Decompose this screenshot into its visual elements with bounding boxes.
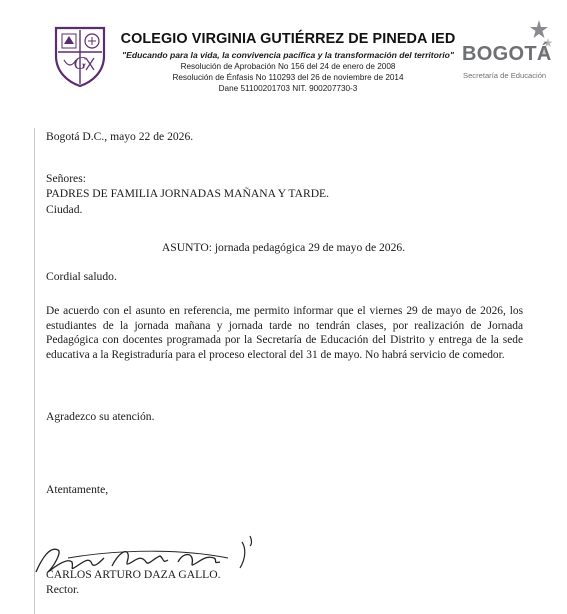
svg-text:G: G bbox=[73, 53, 87, 73]
closing-line: Atentamente, bbox=[46, 483, 109, 496]
salutation: Señores: bbox=[46, 172, 86, 185]
recipient-city: Ciudad. bbox=[46, 203, 83, 216]
letterhead bbox=[112, 30, 464, 94]
secretaria-label: Secretaría de Educación bbox=[463, 71, 547, 80]
body-paragraph: De acuerdo con el asunto en referencia, me permito informar que el viernes 29 de mayo de 2026, los estudiantes de la jornada mañana y jornada tarde no tendrán clases, por realización de Jornada Pedagógica con docentes programada por la Secretaría de Educación del Distrito y entrega de la sede educativa a la Registraduría para el proceso electoral del 31 de mayo. No habrá servicio de comedor. bbox=[46, 305, 523, 361]
school-motto: "Educando para la vida, la convivencia pacífica y la transformación del territorio" bbox=[122, 50, 454, 60]
bogota-wordmark: BOGOTÁ bbox=[462, 43, 552, 65]
greeting: Cordial saludo. bbox=[46, 270, 117, 283]
thanks-line: Agradezco su atención. bbox=[46, 410, 155, 423]
recipient: PADRES DE FAMILIA JORNADAS MAÑANA Y TARDE. bbox=[46, 187, 330, 200]
school-name: COLEGIO VIRGINIA GUTIÉRREZ DE PINEDA IED bbox=[120, 31, 456, 47]
dane-nit: Dane 51100201703 NIT. 900207730-3 bbox=[218, 84, 358, 93]
signer-title: Rector. bbox=[46, 583, 80, 596]
school-crest-icon bbox=[52, 22, 108, 88]
signer-name: CARLOS ARTURO DAZA GALLO. bbox=[46, 568, 221, 581]
subject-line: ASUNTO: jornada pedagógica 29 de mayo de 2026. bbox=[161, 241, 406, 254]
bogota-logo bbox=[462, 18, 554, 88]
date-line: Bogotá D.C., mayo 22 de 2026. bbox=[46, 130, 194, 143]
resolution-approval: Resolución de Aprobación No 156 del 24 de enero de 2008 bbox=[180, 62, 396, 71]
resolution-emphasis: Resolución de Énfasis No 110293 del 26 de noviembre de 2014 bbox=[172, 73, 404, 82]
